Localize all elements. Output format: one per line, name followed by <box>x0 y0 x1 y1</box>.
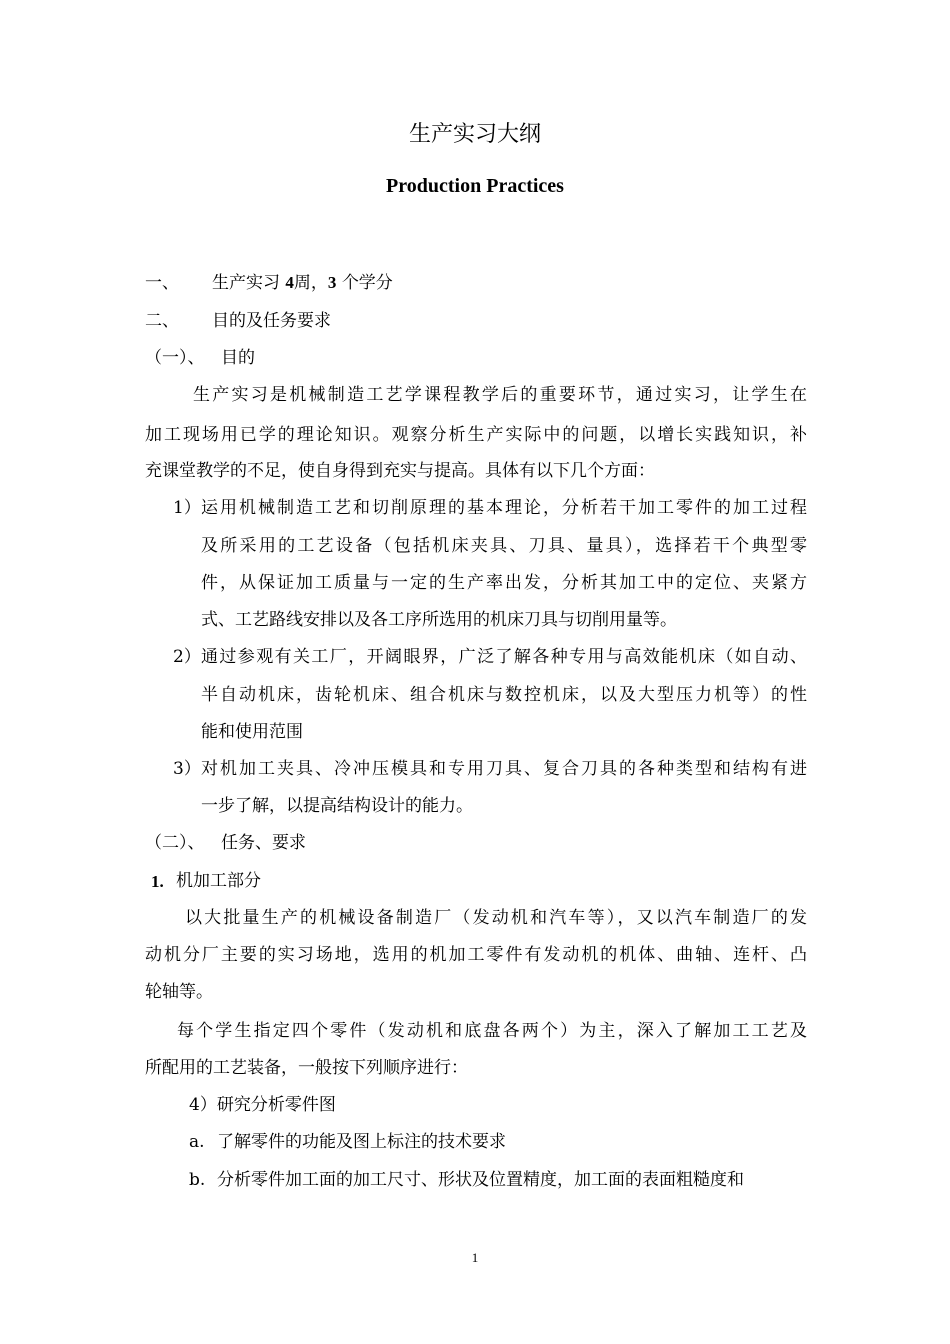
sub1-text: 目的 <box>221 348 255 368</box>
item2-number: 2） <box>173 647 201 667</box>
section2-number: 二、 <box>145 311 179 331</box>
step-a-text: 了解零件的功能及图上标注的技术要求 <box>217 1132 506 1152</box>
step-b-number: b. <box>189 1170 206 1190</box>
item1-line-3: 件，从保证加工质量与一定的生产率出发，分析其加工中的定位、夹紧方 <box>201 573 807 593</box>
purpose-line-2: 加工现场用已学的理论知识。观察分析生产实际中的问题，以增长实践知识，补 <box>145 425 807 445</box>
section1-number: 一、 <box>145 273 179 293</box>
page-title: 生产实习大纲 <box>408 122 541 147</box>
step-4: 4）研究分析零件图 <box>189 1095 336 1115</box>
part1-number: 1. <box>151 872 164 891</box>
item3-line-1: 对机加工夹具、冷冲压模具和专用刀具、复合刀具的各种类型和结构有进 <box>201 759 807 779</box>
para2-line-1: 每个学生指定四个零件（发动机和底盘各两个）为主，深入了解加工工艺及 <box>177 1021 807 1041</box>
sub2-text: 任务、要求 <box>221 833 306 853</box>
para1-line-3: 轮轴等。 <box>145 982 213 1002</box>
section1-text-b: 周， <box>293 273 328 293</box>
sub1-number: （一）、 <box>145 348 205 368</box>
page-subtitle: Production Practices <box>386 175 564 197</box>
item1-line-1: 运用机械制造工艺和切削原理的基本理论，分析若干加工零件的加工过程 <box>201 498 807 518</box>
item1-line-2: 及所采用的工艺设备（包括机床夹具、刀具、量具），选择若干个典型零 <box>201 536 807 556</box>
section1-text <box>212 272 393 294</box>
section1-text-a: 生产实习 <box>212 273 280 293</box>
item2-line-3: 能和使用范围 <box>201 722 303 742</box>
item3-number: 3） <box>173 759 201 779</box>
sub2-number: （二）、 <box>145 833 205 853</box>
section1-credits: 3 <box>327 273 337 292</box>
purpose-line-3: 充课堂教学的不足，使自身得到充实与提高。具体有以下几个方面： <box>145 461 655 481</box>
item2-line-2: 半自动机床，齿轮机床、组合机床与数控机床，以及大型压力机等）的性 <box>201 685 807 705</box>
step-a-number: a. <box>189 1132 205 1152</box>
section1-text-c: 个学分 <box>341 273 393 293</box>
step-b-text: 分析零件加工面的加工尺寸、形状及位置精度，加工面的表面粗糙度和 <box>217 1170 744 1190</box>
section2-text: 目的及任务要求 <box>212 311 331 331</box>
section1-weeks: 4 <box>285 273 294 292</box>
para2-line-2: 所配用的工艺装备，一般按下列顺序进行： <box>145 1058 468 1078</box>
page-number: 1 <box>471 1250 479 1265</box>
para1-line-2: 动机分厂主要的实习场地，选用的机加工零件有发动机的机体、曲轴、连杆、凸 <box>145 945 807 965</box>
item2-line-1: 通过参观有关工厂，开阔眼界，广泛了解各种专用与高效能机床（如自动、 <box>201 647 807 667</box>
item1-number: 1） <box>173 498 201 518</box>
item3-line-2: 一步了解，以提高结构设计的能力。 <box>201 796 473 816</box>
item1-line-4: 式、工艺路线安排以及各工序所选用的机床刀具与切削用量等。 <box>201 610 677 630</box>
part1-text: 机加工部分 <box>176 871 261 891</box>
purpose-line-1: 生产实习是机械制造工艺学课程教学后的重要环节，通过实习，让学生在 <box>193 385 807 405</box>
para1-line-1: 以大批量生产的机械设备制造厂（发动机和汽车等），又以汽车制造厂的发 <box>185 908 807 928</box>
